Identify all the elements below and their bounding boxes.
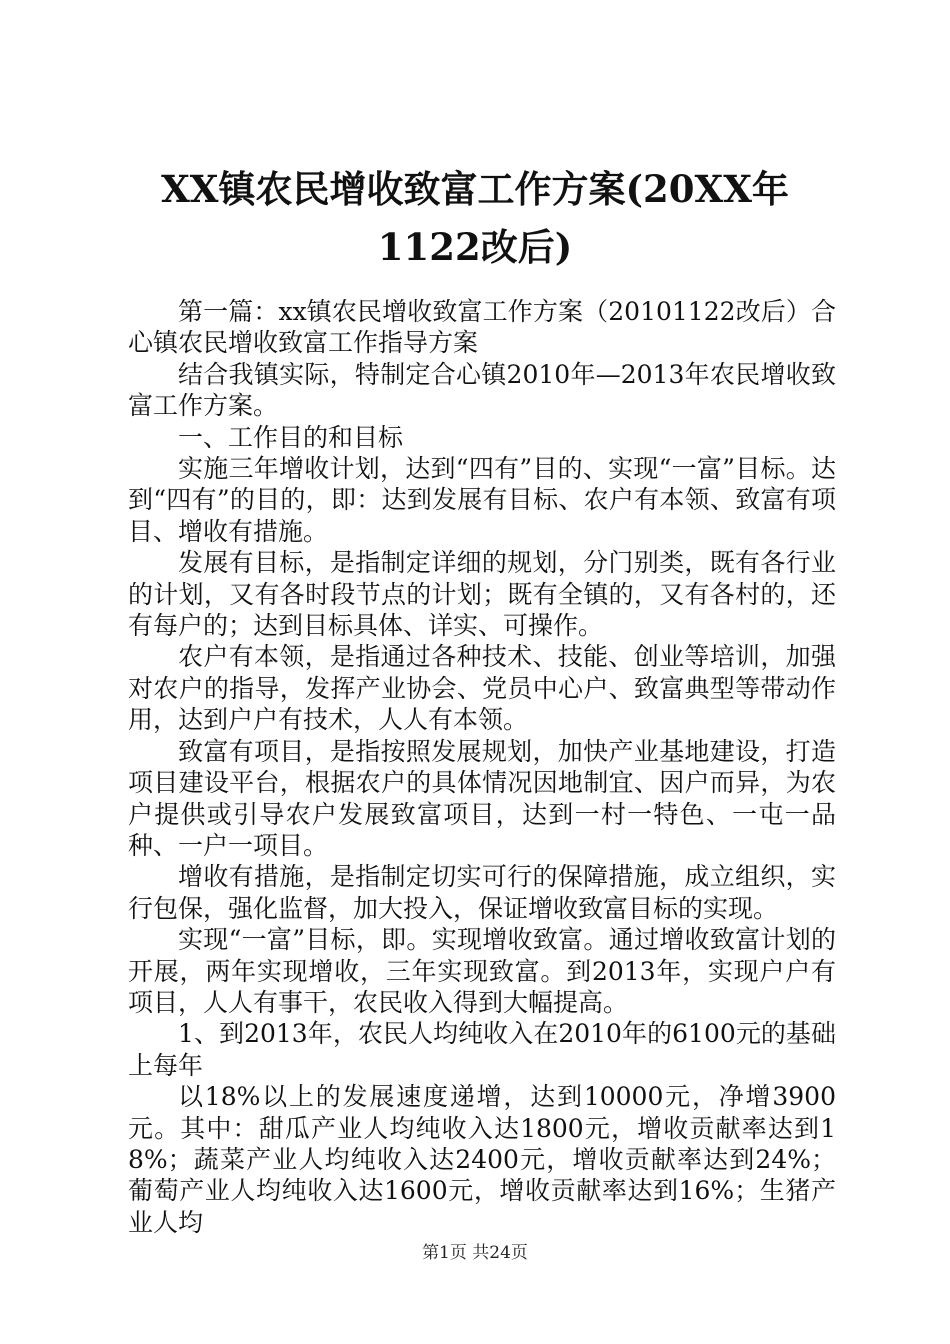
- section-heading: 一、工作目的和目标: [178, 422, 404, 452]
- document-body: [128, 296, 836, 1238]
- document-title: XX镇农民增收致富工作方案(20XX年1122改后): [161, 167, 789, 269]
- paragraph: 结合我镇实际，特制定合心镇2010年—2013年农民增收致富工作方案。: [128, 359, 836, 421]
- paragraph: 增收有措施，是指制定切实可行的保障措施，成立组织，实行包保，强化监督，加大投入，保证增收致富目标的实现。: [128, 862, 836, 923]
- paragraph: 实现“一富”目标，即。实现增收致富。通过增收致富计划的开展，两年实现增收，三年实现致富。到2013年，实现户户有项目，人人有事干，农民收入得到大幅提高。: [128, 925, 836, 1017]
- page-footer: 第1页 共24页: [422, 1243, 528, 1263]
- paragraph: 发展有目标，是指制定详细的规划，分门别类，既有各行业的计划，又有各时段节点的计划；既有全镇的，又有各村的，还有每户的；达到目标具体、详实、可操作。: [128, 548, 836, 641]
- paragraph: 实施三年增收计划，达到“四有”目的、实现“一富”目标。达到“四有”的目的，即：达到发展有目标、农户有本领、致富有项目、增收有措施。: [128, 454, 836, 546]
- paragraph: 1、到2013年，农民人均纯收入在2010年的6100元的基础上每年: [128, 1019, 836, 1080]
- paragraph: 以18%以上的发展速度递增，达到10000元，净增3900元。其中：甜瓜产业人均纯收入达1800元，增收贡献率达到18%；蔬菜产业人均纯收入达2400元，增收贡献率达到24%；葡萄产业人均纯收入达1600元，增收贡献率达到16%；生猪产业人均: [128, 1082, 836, 1237]
- paragraph: 第一篇：xx镇农民增收致富工作方案（20101122改后）合心镇农民增收致富工作指导方案: [128, 297, 836, 358]
- paragraph: 农户有本领，是指通过各种技术、技能、创业等培训，加强对农户的指导，发挥产业协会、党员中心户、致富典型等带动作用，达到户户有技术，人人有本领。: [128, 642, 836, 735]
- paragraph: 致富有项目，是指按照发展规划，加快产业基地建设，打造项目建设平台，根据农户的具体情况因地制宜、因户而异，为农户提供或引导农户发展致富项目，达到一村一特色、一屯一品种、一户一项目。: [128, 736, 836, 860]
